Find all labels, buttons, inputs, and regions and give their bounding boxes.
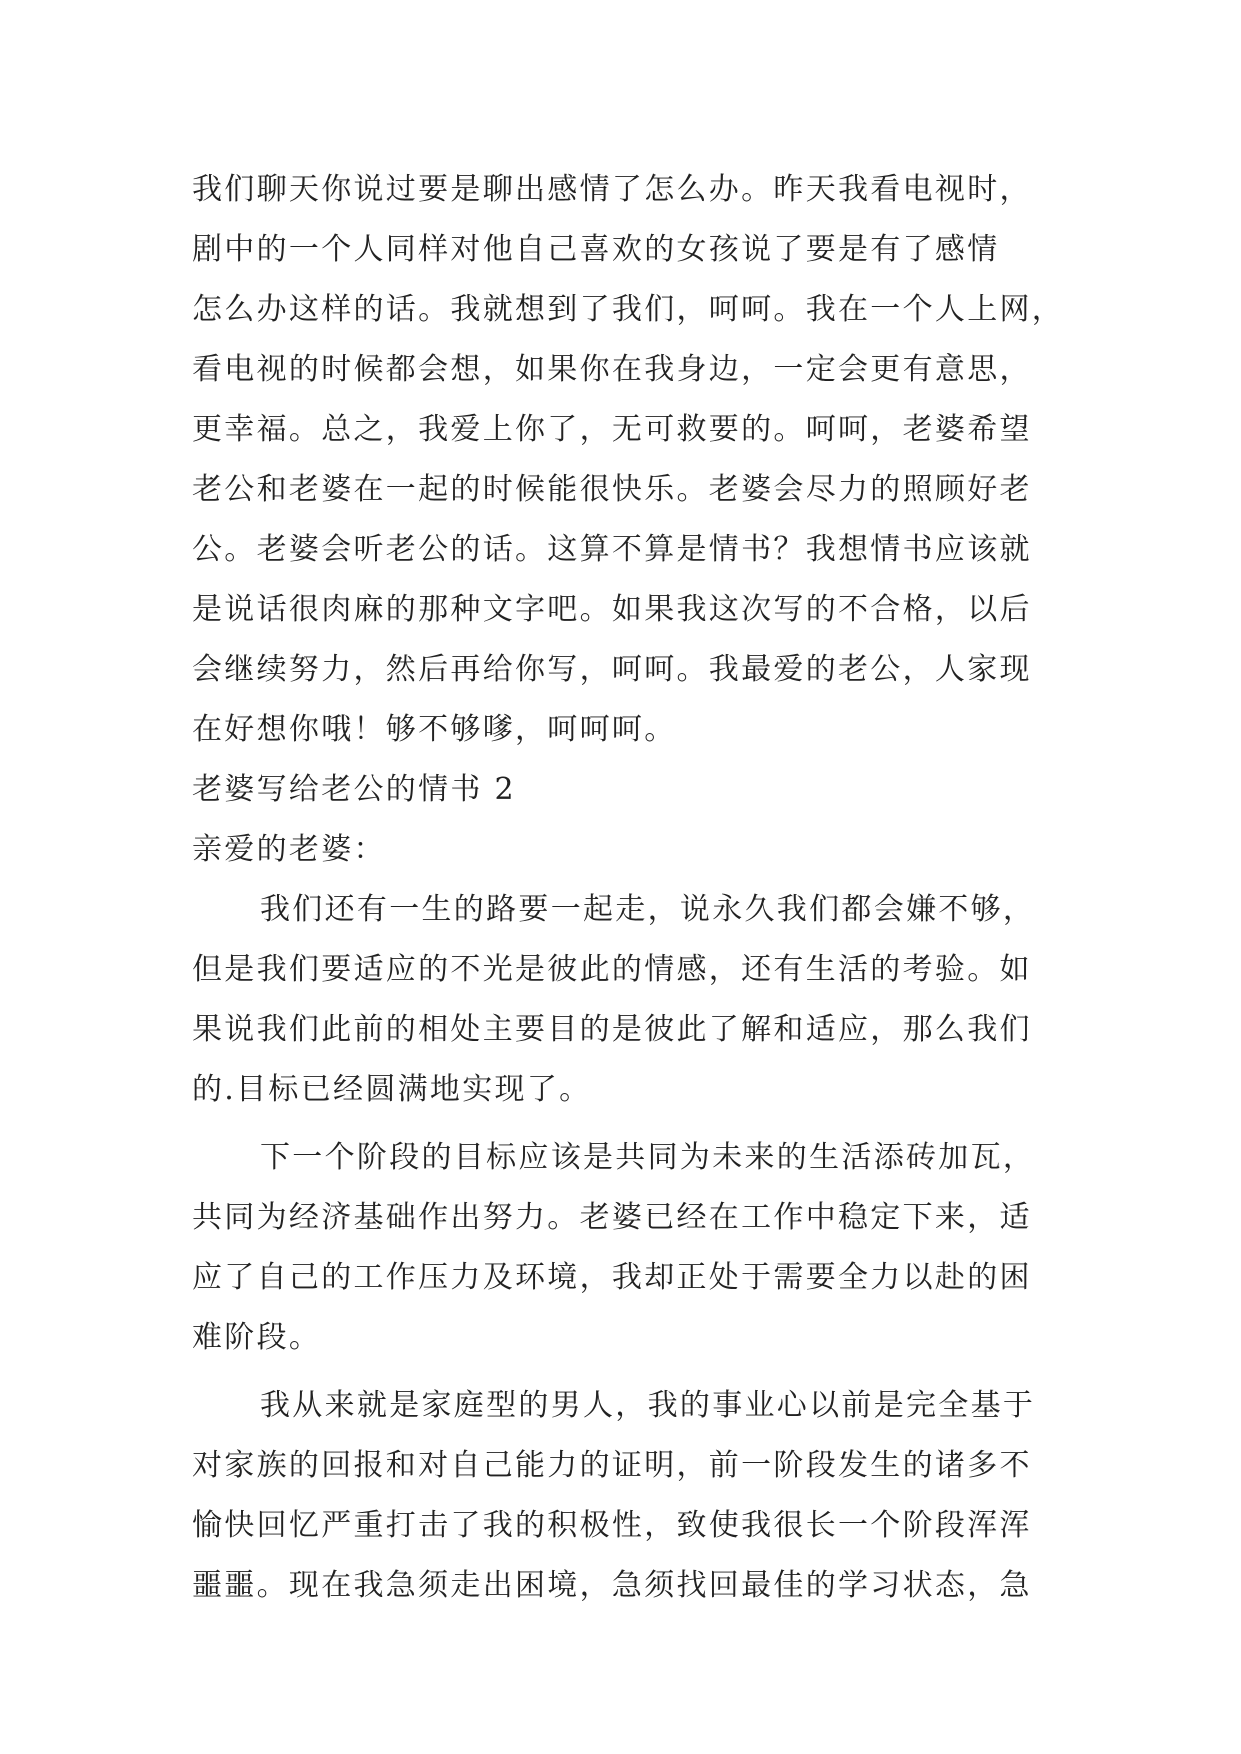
intro-paragraph xyxy=(192,160,1065,760)
text-line: 在好想你哦！够不够嗲，呵呵呵。 xyxy=(192,712,677,747)
text-line: 对家族的回报和对自己能力的证明，前一阶段发生的诸多不 xyxy=(192,1448,1032,1483)
body-paragraph-3 xyxy=(192,1376,1050,1616)
text-line: 我从来就是家庭型的男人，我的事业心以前是完全基于 xyxy=(260,1388,1036,1423)
text-line: 老公和老婆在一起的时候能很快乐。老婆会尽力的照顾好老 xyxy=(192,472,1032,507)
text-line: 愉快回忆严重打击了我的积极性，致使我很长一个阶段浑浑 xyxy=(192,1508,1032,1543)
text-line: 的.目标已经圆满地实现了。 xyxy=(192,1072,592,1107)
text-line: 剧中的一个人同样对他自己喜欢的女孩说了要是有了感情 xyxy=(192,232,1000,267)
body-paragraph-2 xyxy=(192,1128,1050,1368)
text-line: 果说我们此前的相处主要目的是彼此了解和适应，那么我们 xyxy=(192,1012,1032,1047)
text-line: 会继续努力，然后再给你写，呵呵。我最爱的老公，人家现 xyxy=(192,652,1032,687)
salutation: 亲爱的老婆： xyxy=(192,832,386,867)
text-line: 应了自己的工作压力及环境，我却正处于需要全力以赴的困 xyxy=(192,1260,1032,1295)
text-line: 是说话很肉麻的那种文字吧。如果我这次写的不合格，以后 xyxy=(192,592,1032,627)
paragraph-spacer xyxy=(192,1368,1050,1376)
text-line: 公。老婆会听老公的话。这算不算是情书？我想情书应该就 xyxy=(192,532,1032,567)
body-paragraph-1 xyxy=(192,880,1050,1120)
text-line: 我们聊天你说过要是聊出感情了怎么办。昨天我看电视时， xyxy=(192,172,1032,207)
paragraph-spacer xyxy=(192,1120,1050,1128)
text-line: 难阶段。 xyxy=(192,1320,322,1355)
text-line: 但是我们要适应的不光是彼此的情感，还有生活的考验。如 xyxy=(192,952,1032,987)
text-line: 噩噩。现在我急须走出困境，急须找回最佳的学习状态，急 xyxy=(192,1568,1032,1603)
document-body xyxy=(192,160,1065,1616)
text-line: 共同为经济基础作出努力。老婆已经在工作中稳定下来，适 xyxy=(192,1200,1032,1235)
section-title: 老婆写给老公的情书 2 xyxy=(192,772,516,807)
text-line: 下一个阶段的目标应该是共同为未来的生活添砖加瓦， xyxy=(260,1140,1036,1175)
text-line: 更幸福。总之，我爱上你了，无可救要的。呵呵，老婆希望 xyxy=(192,412,1032,447)
text-line: 我们还有一生的路要一起走，说永久我们都会嫌不够， xyxy=(260,892,1036,927)
text-line: 看电视的时候都会想，如果你在我身边，一定会更有意思， xyxy=(192,352,1032,387)
text-line: 怎么办这样的话。我就想到了我们，呵呵。我在一个人上网， xyxy=(192,292,1065,327)
